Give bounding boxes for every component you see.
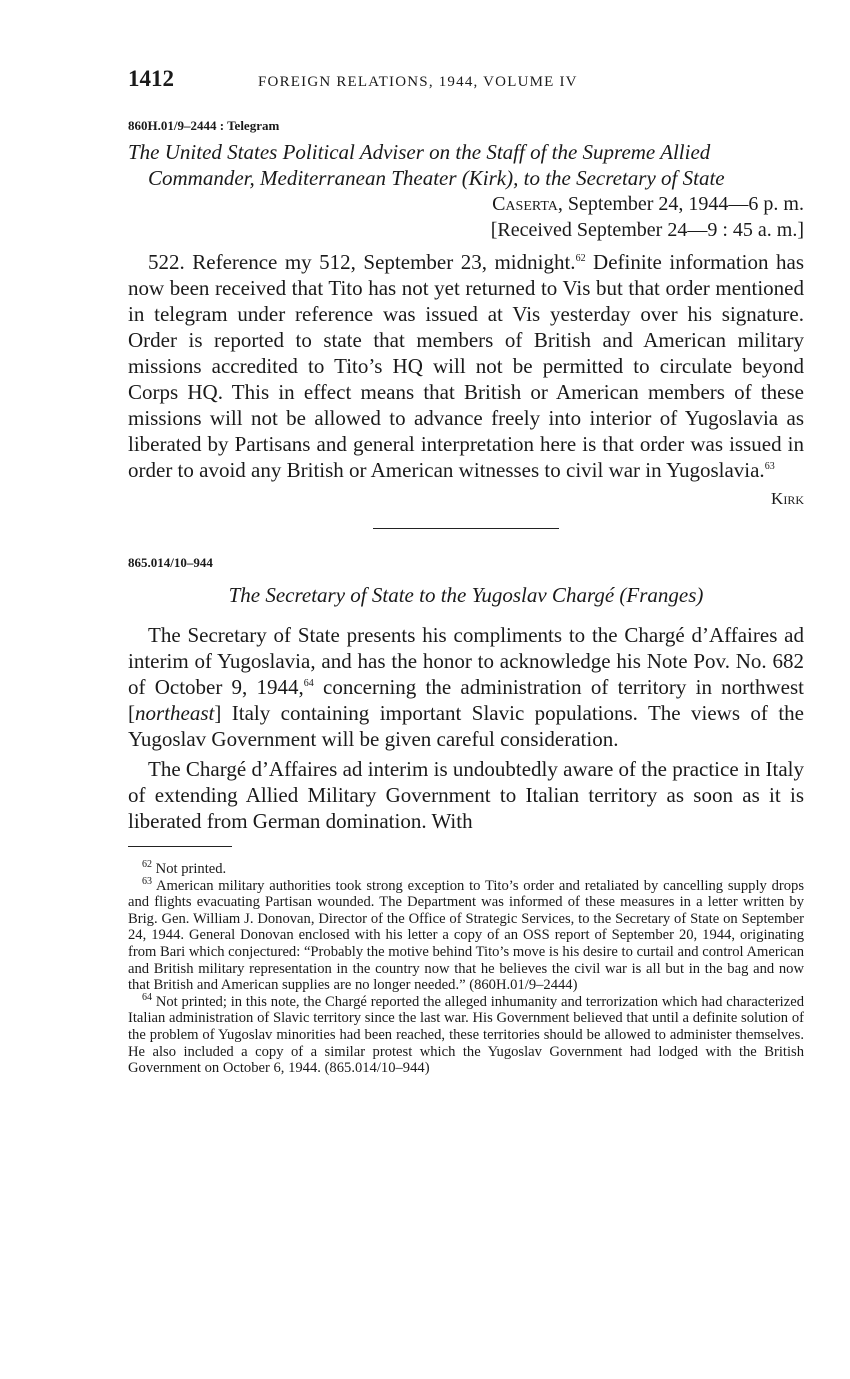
footnote-63 [128, 875, 804, 994]
footnotes [128, 861, 804, 1077]
doc1-place: Caserta [492, 193, 558, 215]
doc1-paragraph [128, 249, 804, 483]
footnote-marker-62: 62 [142, 859, 152, 871]
running-title: FOREIGN RELATIONS, 1944, VOLUME IV [258, 74, 578, 90]
doc2-p1-part2: concerning the administration of territory in northwest [ [128, 675, 804, 725]
doc1-signature: Kirk [771, 489, 804, 508]
footnote-marker-64: 64 [142, 991, 152, 1003]
doc1-title: The United States Political Adviser on the Staff of the Supreme Allied Commander, Mediterranean Theater (Kirk), to the Secretary of State [128, 140, 725, 190]
doc2-file-ref: 865.014/10–944 [128, 555, 213, 570]
doc2-p1-part1: The Secretary of State presents his compliments to the Chargé d’Affaires ad interim of Yugoslavia, and has the honor to acknowledge his Note Pov. No. 682 of October 9, 1944, [128, 623, 804, 699]
footnote-ref-63: 63 [764, 461, 775, 472]
footnote-64 [128, 991, 804, 1077]
doc2-p1-italic: northeast [135, 701, 215, 725]
footnote-divider [128, 846, 232, 847]
page-number: 1412 [128, 66, 174, 91]
doc1-dateline [128, 191, 804, 217]
footnote-62 [128, 861, 804, 878]
footnote-text-62: Not printed. [152, 861, 227, 877]
footnote-text-63: American military authorities took strong exception to Tito’s order and retaliated by cancelling supply drops and flights evacuating Partisan wounded. The Department was informed of these measures in a letter written by Brig. Gen. William J. Donovan, Director of the Office of Strategic Services, to the Secretary of State on September 24, 1944. General Donovan enclosed with his letter a copy of an OSS report of September 20, 1944, originating from Bari which conjectured: “Probably the motive behind Tito’s move is his desire to curtail and control American and British military representation in the country now that he believes the civil war is all but in the bag and now that British and American supplies are no longer needed.” (860H.01/9–2444) [128, 877, 804, 994]
doc1-body-part2: Definite information has now been received that Tito has not yet returned to Vis but that order mentioned in telegram under reference was issued at Vis yesterday over his signature. Order is reported to state that members of British and American military missions accredited to Tito’s HQ will not be permitted to circulate beyond Corps HQ. This in effect means that British or American members of these missions will not be allowed to advance freely into interior of Yugoslavia as liberated by Partisans and general interpretation here is that order was issued in order to avoid any British or American witnesses to civil war in Yugoslavia. [128, 250, 804, 482]
doc2-body [128, 622, 804, 834]
footnote-ref-64: 64 [303, 678, 314, 689]
doc2-paragraph-1 [128, 622, 804, 752]
doc2-paragraph-2: The Chargé d’Affaires ad interim is undoubtedly aware of the practice in Italy of extending Allied Military Government to Italian territory as soon as it is liberated from German domination. With [128, 757, 804, 833]
doc2-title-main: The Secretary of State to the Yugoslav Chargé [228, 583, 615, 607]
doc2-p1-part3: ] Italy containing important Slavic populations. The views of the Yugoslav Government will be given careful consideration. [128, 701, 804, 751]
page-header [128, 66, 804, 100]
doc1-date: , September 24, 1944—6 p. m. [557, 193, 804, 215]
doc2-title-name: (Franges) [614, 583, 704, 607]
document-page [128, 66, 804, 1077]
doc2-title [128, 583, 804, 608]
doc1-received: [Received September 24—9 : 45 a. m.] [490, 219, 804, 241]
doc1-body [128, 249, 804, 483]
section-divider [373, 528, 559, 529]
footnote-text-64: Not printed; in this note, the Chargé reported the alleged inhumanity and terrorization which had characterized Italian administration of Slavic territory since the last war. His Government believed that until a definite solution of the problem of Yugoslav minorities had been reached, these territories should be allowed to administer themselves. He also included a copy of a similar protest which the Yugoslav Government had lodged with the British Government on October 6, 1944. (865.014/10–944) [128, 993, 804, 1077]
doc1-body-part1: 522. Reference my 512, September 23, midnight. [148, 250, 576, 274]
doc1-file-ref: 860H.01/9–2444 : Telegram [128, 118, 280, 133]
footnote-marker-63: 63 [142, 875, 152, 887]
footnote-ref-62: 62 [575, 253, 586, 264]
